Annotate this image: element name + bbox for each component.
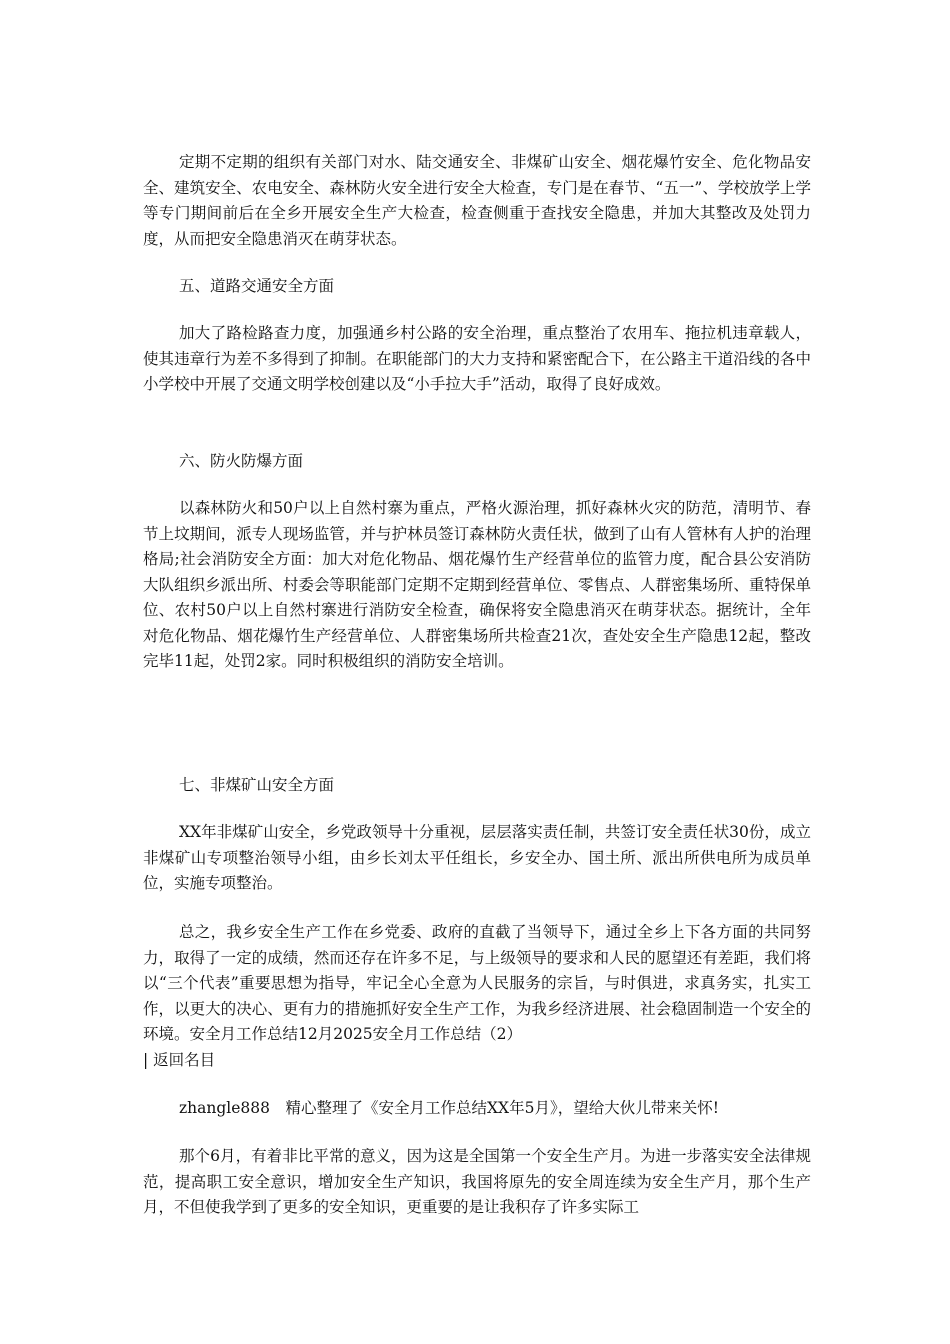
- paragraph-road-traffic: 加大了路检路查力度，加强通乡村公路的安全治理，重点整治了农用车、拖拉机违章载人，使其违章行为差不多得到了抑制。在职能部门的大力支持和紧密配合下，在公路主干道沿线的各中小学校中开展了交通文明学校创建以及“小手拉大手”活动，取得了良好成效。: [143, 324, 811, 393]
- paragraph-non-coal-mine: XX年非煤矿山安全，乡党政领导十分重视，层层落实责任制，共签订安全责任状30份，成立非煤矿山专项整治领导小组，由乡长刘太平任组长，乡安全办、国土所、派出所供电所为成员单位，实施专项整治。: [143, 823, 811, 892]
- paragraph-fire-prevention: 以森林防火和50户以上自然村寨为重点，严格火源治理，抓好森林火灾的防范，清明节、春节上坟期间，派专人现场监管，并与护林员签订森林防火责任状，做到了山有人管林有人护的治理格局;社会消防安全方面：加大对危化物品、烟花爆竹生产经营单位的监管力度，配合县公安消防大队组织乡派出所、村委会等职能部门定期不定期到经营单位、零售点、人群密集场所、重特保单位、农村50户以上自然村寨进行消防安全检查，确保将安全隐患消灭在萌芽状态。据统计，全年对危化物品、烟花爆竹生产经营单位、人群密集场所共检查21次，查处安全生产隐患12起，整改完毕11起，处罚2家。同时积极组织的消防安全培训。: [143, 499, 811, 670]
- paragraph-author-note: zhangle888 精心整理了《安全月工作总结XX年5月》，望给大伙儿带来关怀!: [179, 1099, 719, 1117]
- section-heading-fire-prevention: 六、防火防爆方面: [179, 452, 304, 470]
- paragraph-summary: 总之，我乡安全生产工作在乡党委、政府的直截了当领导下，通过全乡上下各方面的共同努力，取得了一定的成绩，然而还存在许多不足，与上级领导的要求和人民的愿望还有差距，我们将以“三个代表”重要思想为指导，牢记全心全意为人民服务的宗旨，与时俱进，求真务实，扎实工作，以更大的决心、更有力的措施抓好安全生产工作，为我乡经济进展、社会稳固制造一个安全的环境。安全月工作总结12月2025安全月工作总结（2）: [143, 923, 811, 1043]
- section-heading-non-coal-mine: 七、非煤矿山安全方面: [179, 776, 335, 794]
- return-link[interactable]: | 返回名目: [143, 1050, 216, 1069]
- paragraph-june-safety-month: 那个6月，有着非比平常的意义，因为这是全国第一个安全生产月。为进一步落实安全法律规范，提高职工安全意识，增加安全生产知识，我国将原先的安全周连续为安全生产月，那个生产月，不但使我学到了更多的安全知识，更重要的是让我积存了许多实际工: [143, 1147, 811, 1216]
- paragraph-summary-block: [143, 920, 811, 1073]
- paragraph-safety-inspection: 定期不定期的组织有关部门对水、陆交通安全、非煤矿山安全、烟花爆竹安全、危化物品安全、建筑安全、农电安全、森林防火安全进行安全大检查，专门是在春节、“五一”、学校放学上学等专门期间前后在全乡开展安全生产大检查，检查侧重于查找安全隐患，并加大其整改及处罚力度，从而把安全隐患消灭在萌芽状态。: [143, 153, 811, 248]
- section-heading-road-traffic: 五、道路交通安全方面: [179, 277, 335, 295]
